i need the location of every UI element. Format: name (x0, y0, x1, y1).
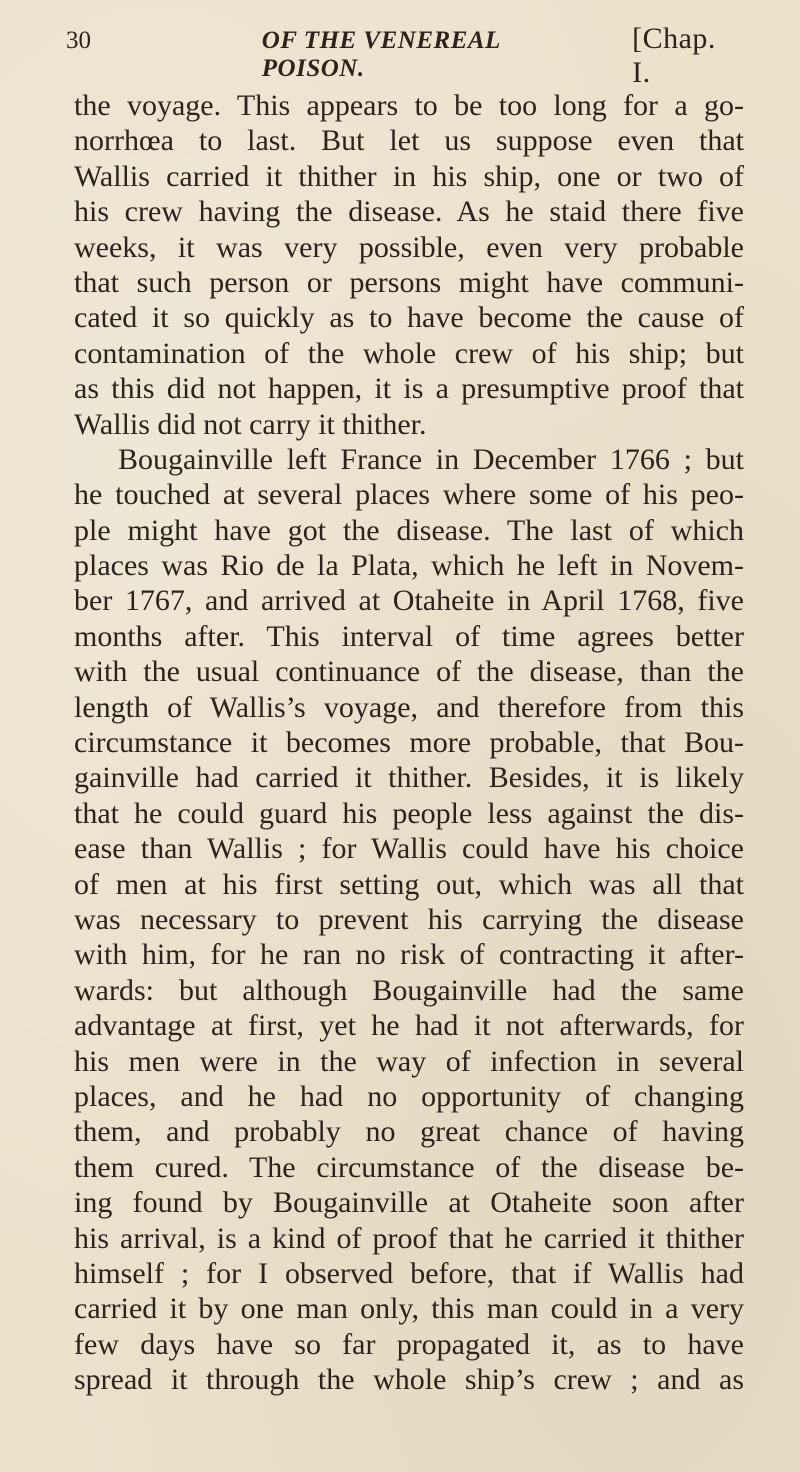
text-line: them cured. The circumstance of the disease be- (74, 1150, 744, 1184)
text-line: ber 1767, and arrived at Otaheite in April 1768, five (74, 584, 744, 618)
text-line: length of Wallis’s voyage, and therefore from this (74, 690, 744, 724)
running-head (66, 22, 742, 89)
paragraph-start-line: Bougainville left France in December 1766 ; but (118, 442, 744, 476)
text-line: his men were in the way of infection in several (74, 1044, 744, 1078)
text-line: them, and probably no great chance of having (74, 1115, 744, 1149)
text-line: the voyage. This appears to be too long for a go- (74, 89, 744, 122)
text-line: with him, for he ran no risk of contracting it after- (74, 938, 744, 972)
text-line: few days have so far propagated it, as to have (74, 1327, 744, 1361)
text-line: circumstance it becomes more probable, that Bou- (74, 726, 744, 760)
text-line: with the usual continuance of the disease, than the (74, 655, 744, 689)
text-line: that such person or persons might have communi- (74, 265, 744, 299)
text-line: Wallis carried it thither in his ship, one or two of (74, 159, 744, 193)
text-line: advantage at first, yet he had it not afterwards, for (74, 1009, 744, 1043)
text-line: places was Rio de la Plata, which he left in Novem- (74, 549, 744, 583)
text-line: of men at his first setting out, which was all that (74, 867, 744, 901)
text-line: was necessary to prevent his carrying the disease (74, 902, 744, 936)
text-line: that he could guard his people less against the dis- (74, 796, 744, 830)
page-number: 30 (66, 27, 91, 54)
text-line: he touched at several places where some of his peo- (74, 478, 744, 512)
text-line: months after. This interval of time agrees better (74, 619, 744, 653)
text-line: ing found by Bougainville at Otaheite soon after (74, 1186, 744, 1220)
text-line: places, and he had no opportunity of changing (74, 1079, 744, 1113)
text-line: carried it by one man only, this man could in a very (74, 1292, 744, 1326)
text-line: his crew having the disease. As he staid there five (74, 195, 744, 229)
text-line: contamination of the whole crew of his ship; but (74, 336, 744, 370)
text-line: ple might have got the disease. The last of which (74, 513, 744, 547)
text-line: his arrival, is a kind of proof that he carried it thither (74, 1221, 744, 1255)
text-line: weeks, it was very possible, even very probable (74, 230, 744, 264)
text-line: wards: but although Bougainville had the same (74, 973, 744, 1007)
text-line: spread it through the whole ship’s crew ; and as (74, 1363, 744, 1397)
body-text (74, 88, 744, 1397)
text-line: himself ; for I observed before, that if Wallis had (74, 1256, 744, 1290)
text-line: cated it so quickly as to have become the cause of (74, 301, 744, 335)
text-line: gainville had carried it thither. Besides, it is likely (74, 761, 744, 795)
running-title: OF THE VENEREAL POISON. (261, 27, 500, 82)
paragraph-end-line: Wallis did not carry it thither. (74, 407, 427, 441)
chapter-label: [Chap. I. (632, 22, 716, 89)
text-line: ease than Wallis ; for Wallis could have his choice (74, 832, 744, 866)
text-line: norrhœa to last. But let us suppose even that (74, 124, 744, 158)
text-line: as this did not happen, it is a presumptive proof that (74, 372, 744, 406)
